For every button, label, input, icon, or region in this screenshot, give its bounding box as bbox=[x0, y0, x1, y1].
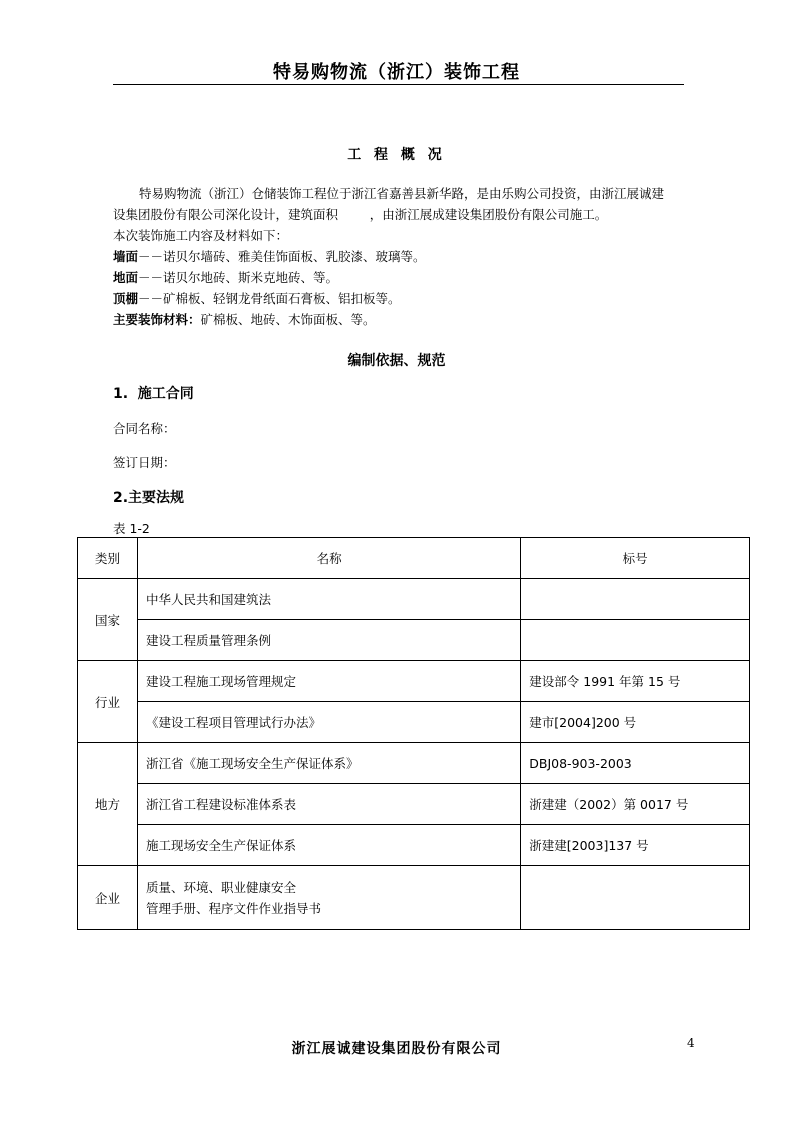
header-category: 类别 bbox=[78, 538, 138, 579]
document-header-title: 特易购物流（浙江）装饰工程 bbox=[273, 62, 520, 83]
regulation-code: 浙建建（2002）第 0017 号 bbox=[521, 784, 750, 825]
table-row bbox=[78, 866, 750, 930]
regulation-name: 浙江省工程建设标准体系表 bbox=[137, 784, 520, 825]
category-local: 地方 bbox=[78, 743, 138, 866]
overview-paragraph-line1: 特易购物流（浙江）仓储装饰工程位于浙江省嘉善县新华路，是由乐购公司投资，由浙江展诚建 bbox=[139, 186, 665, 201]
table-row bbox=[78, 620, 750, 661]
floor-label: 地面 bbox=[113, 270, 139, 285]
main-materials-label: 主要装饰材料： bbox=[113, 312, 201, 327]
regulation-code: 建市[2004]200 号 bbox=[521, 702, 750, 743]
regulation-name: 施工现场安全生产保证体系 bbox=[137, 825, 520, 866]
ceiling-materials-line bbox=[113, 288, 673, 309]
regulation-code: 浙建建[2003]137 号 bbox=[521, 825, 750, 866]
header-code: 标号 bbox=[521, 538, 750, 579]
table-row bbox=[78, 825, 750, 866]
regulation-code bbox=[521, 620, 750, 661]
contract-heading: 1. 施工合同 bbox=[113, 386, 194, 402]
regulation-code bbox=[521, 579, 750, 620]
regulations-table bbox=[77, 537, 750, 930]
table-header-row bbox=[78, 538, 750, 579]
page-number: 4 bbox=[687, 1036, 695, 1050]
table-row bbox=[78, 784, 750, 825]
main-materials-line bbox=[113, 309, 673, 330]
header-divider bbox=[113, 84, 684, 85]
regulation-name: 建设工程质量管理条例 bbox=[137, 620, 520, 661]
footer-company-name: 浙江展诚建设集团股份有限公司 bbox=[291, 1041, 502, 1057]
table-caption: 表 1-2 bbox=[113, 521, 150, 536]
regulation-name: 中华人民共和国建筑法 bbox=[137, 579, 520, 620]
table-row bbox=[78, 702, 750, 743]
floor-text: －－诺贝尔地砖、斯米克地砖、等。 bbox=[138, 270, 339, 285]
overview-title: 工 程 概 况 bbox=[347, 147, 446, 163]
sign-date-label: 签订日期： bbox=[113, 455, 176, 470]
category-industry: 行业 bbox=[78, 661, 138, 743]
wall-materials-line bbox=[113, 246, 673, 267]
contract-name-label: 合同名称： bbox=[113, 421, 176, 436]
table-row bbox=[78, 579, 750, 620]
enterprise-name-line2: 管理手册、程序文件作业指导书 bbox=[145, 900, 321, 916]
overview-paragraph-line2: 设集团股份有限公司深化设计，建筑面积 ，由浙江展成建设集团股份有限公司施工。 bbox=[113, 207, 608, 222]
regulation-name: 《建设工程项目管理试行办法》 bbox=[137, 702, 520, 743]
ceiling-label: 顶棚 bbox=[113, 291, 139, 306]
floor-materials-line bbox=[113, 267, 673, 288]
regulation-code: 建设部令 1991 年第 15 号 bbox=[521, 661, 750, 702]
materials-intro: 本次装饰施工内容及材料如下： bbox=[113, 228, 289, 243]
wall-label: 墙面 bbox=[113, 249, 139, 264]
wall-text: －－诺贝尔墙砖、雅美佳饰面板、乳胶漆、玻璃等。 bbox=[138, 249, 426, 264]
regulation-name: 浙江省《施工现场安全生产保证体系》 bbox=[137, 743, 520, 784]
basis-title: 编制依据、规范 bbox=[347, 353, 446, 369]
regulation-code: DBJ08-903-2003 bbox=[521, 743, 750, 784]
ceiling-text: －－矿棉板、轻钢龙骨纸面石膏板、铝扣板等。 bbox=[138, 291, 401, 306]
regulations-heading: 2.主要法规 bbox=[113, 490, 185, 506]
main-materials-text: 矿棉板、地砖、木饰面板、等。 bbox=[200, 312, 376, 327]
category-national: 国家 bbox=[78, 579, 138, 661]
enterprise-name-line1: 质量、环境、职业健康安全 bbox=[145, 879, 296, 895]
regulation-name: 建设工程施工现场管理规定 bbox=[137, 661, 520, 702]
regulation-name bbox=[137, 866, 520, 930]
table-row bbox=[78, 743, 750, 784]
category-enterprise: 企业 bbox=[78, 866, 138, 930]
header-name: 名称 bbox=[137, 538, 520, 579]
regulation-code bbox=[521, 866, 750, 930]
table-row bbox=[78, 661, 750, 702]
